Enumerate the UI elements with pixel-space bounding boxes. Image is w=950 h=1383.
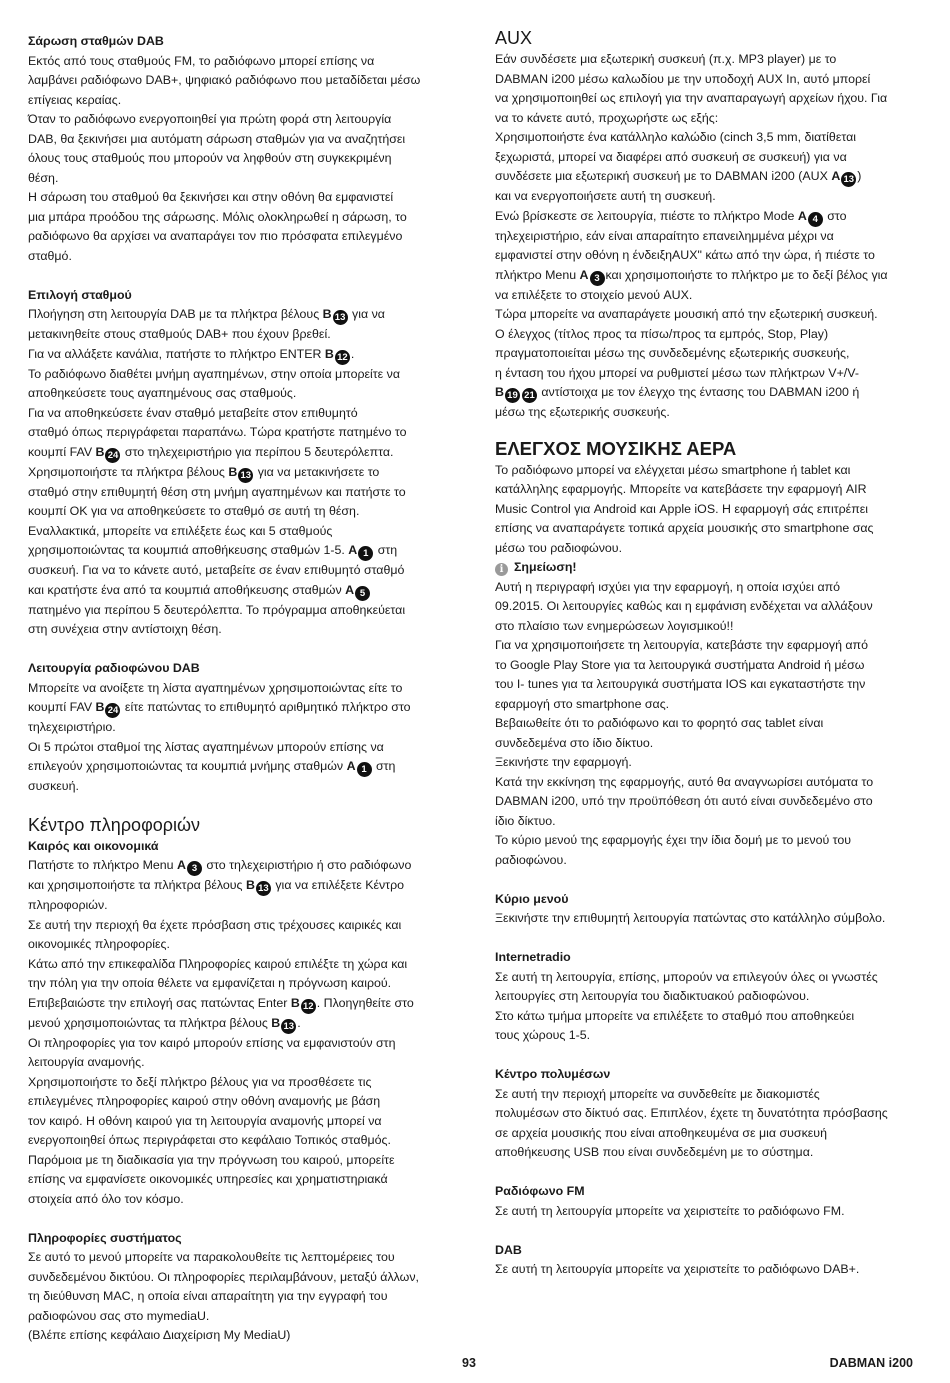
- text-line: ραδιοφώνου.: [495, 852, 567, 867]
- key-badge: 4: [808, 212, 823, 227]
- key-badge: 21: [522, 388, 537, 403]
- text-line: Για να χρησιμοποιήσετε τη λειτουργία, κατεβάστε την εφαρμογή από: [495, 638, 869, 652]
- text-line: Όταν το ραδιόφωνο ενεργοποιηθεί για πρώτη φορά στη λειτουργία: [28, 112, 392, 126]
- text-line: τη διεύθυνση MAC, η οποία είναι απαραίτητη για την εγγραφή του: [28, 1289, 388, 1303]
- key-badge: 1: [358, 546, 373, 561]
- text-line: συσκευή. Για να το κάνετε αυτό, μεταβείτε σε έναν επιθυμητό σταθμό: [28, 563, 405, 577]
- text-line: στοιχεία από όλο τον κόσμο.: [28, 1191, 184, 1206]
- text-line: λειτουργίες στη λειτουργία του διαδικτυακού ραδιοφώνου.: [495, 989, 810, 1003]
- text-line: Το ραδιόφωνο διαθέτει μνήμη αγαπημένων, στην οποία μπορείτε να: [28, 366, 401, 381]
- text-line: θέση.: [28, 170, 59, 185]
- text-line: όλους τους σταθμούς που μπορούν να ληφθούν στη συγκεκριμένη: [28, 151, 392, 165]
- text-line: εμφανιστεί στην οθόνη η ένδειξηAUX" κάτω από την ώρα, ή πιέστε το: [495, 248, 875, 262]
- text-line: να χρησιμοποιηθεί ως επιλογή για την αναπαραγωγή αρχείων ήχου. Για: [495, 91, 888, 105]
- text-line: Σε αυτή τη λειτουργία, επίσης, μπορούν να επιλεγούν όλες οι γνωστές: [495, 969, 878, 984]
- internetradio-title: Internetradio: [495, 950, 571, 964]
- weather-finance-title: Καιρός και οικονομικά: [28, 838, 159, 853]
- text-line: τους χώρους 1-5.: [495, 1028, 591, 1042]
- text-line: και χρησιμοποιήστε τα πλήκτρα βέλους B 13 για να επιλέξετε Κέντρο: [28, 878, 405, 894]
- key-badge: 13: [238, 468, 253, 483]
- text-line: επίσης να αναπαράγετε τοπικά αρχεία μουσικής στο smartphone σας: [495, 521, 874, 535]
- text-line: λειτουργία αναμονής.: [28, 1055, 145, 1069]
- text-line: DABMAN i200, υπό την προϋπόθεση ότι αυτό είναι συνδεδεμένο στο: [495, 794, 873, 808]
- text-line: Ο έλεγχος (τίτλος προς τα πίσω/προς τα εμπρός, Stop, Play): [495, 326, 829, 341]
- text-line: σταθμό στην επιθυμητή θέση στη μνήμη αγαπημένων και πατήστε το: [28, 484, 406, 499]
- text-line: Το κύριο μενού της εφαρμογής έχει την ίδια δομή με το μενού του: [495, 833, 852, 847]
- text-line: συνδέσετε μια εξωτερική συσκευή με το DABMAN i200 (AUX A 13 ): [495, 169, 862, 185]
- text-line: ξεχωριστά, μπορεί να διαφέρει από συσκευή σε συσκευή) για να: [495, 149, 847, 164]
- text-line: εφαρμογή στο smartphone σας.: [495, 696, 670, 711]
- text-line: Βεβαιωθείτε ότι το ραδιόφωνο και το φορητό σας tablet είναι: [495, 716, 824, 730]
- text-line: Το ραδιόφωνο μπορεί να ελέγχεται μέσω smartphone ή tablet και: [495, 462, 851, 477]
- text-line: να επιλέξετε το στοιχείο μενού AUX.: [495, 287, 693, 302]
- text-line: πολυμέσων στο δίκτυό σας. Επιπλέον, έχετε τη δυνατότητα πρόσβασης: [495, 1106, 888, 1120]
- text-line: σταθμό όπως περιγράφεται παραπάνω. Τώρα κρατήστε πατημένο το: [28, 425, 407, 439]
- text-line: Πλοήγηση στη λειτουργία DAB με τα πλήκτρα βέλους B 13 για να: [28, 307, 385, 323]
- text-line: Επιβεβαιώστε την επιλογή σας πατώντας Enter B 12 . Πλοηγηθείτε στο: [28, 995, 414, 1012]
- text-line: Σε αυτό το μενού μπορείτε να παρακολουθείτε τις λεπτομέρειες του: [28, 1250, 395, 1264]
- key-badge: 12: [301, 999, 316, 1014]
- text-line: η ένταση του ήχου μπορεί να ρυθμιστεί μέσω των πλήκτρων V+/V-: [495, 365, 859, 380]
- text-line: μενού χρησιμοποιώντας τα πλήκτρα βέλους B 13 .: [28, 1015, 301, 1032]
- fm-radio-title: Ραδιόφωνο FM: [495, 1184, 585, 1198]
- dab-mode-title: Λειτουργία ραδιοφώνου DAB: [28, 661, 200, 675]
- text-line: Εκτός από τους σταθμούς FM, το ραδιόφωνο μπορεί επίσης να: [28, 53, 375, 68]
- text-line: DAB, θα ξεκινήσει μια αυτόματη σάρωση σταθμών για να αναζητήσει: [28, 131, 406, 146]
- text-line: και κρατήστε ένα από τα κουμπιά αποθήκευσης σταθμών A 5: [28, 581, 440, 601]
- key-badge: 19: [505, 388, 520, 403]
- text-line: Στο κάτω τμήμα μπορείτε να επιλέξετε το σταθμό που αποθηκεύει: [495, 1008, 855, 1023]
- text-line: σταθμό.: [28, 248, 72, 263]
- text-line: πλήκτρο Menu A 3 και χρησιμοποιήστε το πλήκτρο με το δεξί βέλος για: [495, 267, 888, 284]
- text-line: (Βλέπε επίσης κεφάλαιο Διαχείριση My MediaU): [28, 1328, 291, 1342]
- text-line: Παρόμοια με τη διαδικασία για την πρόγνωση του καιρού, μπορείτε: [28, 1152, 395, 1167]
- text-line: Σε αυτή την περιοχή μπορείτε να συνδεθείτε με διακομιστές: [495, 1086, 820, 1101]
- text-line: του I- tunes για τα λειτουργικά συστήματα IOS και εγκαταστήστε την: [495, 677, 866, 691]
- text-line: ενεργοποιηθεί όπως περιγράφεται στο κεφάλαιο Τοπικός σταθμός.: [28, 1133, 391, 1147]
- text-line: συσκευή.: [28, 779, 79, 793]
- scan-text: [28, 52, 440, 267]
- text-line: συνδεδεμένου δικτύου. Οι πληροφορίες περιλαμβάνουν, μεταξύ άλλων,: [28, 1269, 419, 1284]
- key-badge: 13: [256, 881, 271, 896]
- text-line: μέσω του ραδιοφώνου.: [495, 540, 623, 555]
- text-line: DABMAN i200 μέσω καλωδίου με την υποδοχή AUX In, αυτό μπορεί: [495, 71, 871, 86]
- text-line: τον καιρό. Η οθόνη καιρού για τη λειτουργία αναμονής μπορεί να: [28, 1113, 382, 1128]
- text-line: στη συνέχεια στην αντίστοιχη θέση.: [28, 622, 222, 636]
- text-line: Εναλλακτικά, μπορείτε να επιλέξετε έως και 5 σταθμούς: [28, 523, 333, 538]
- key-badge: 3: [187, 861, 202, 876]
- text-line: κουμπί FAV B 24 στο τηλεχειριστήριο για περίπου 5 δευτερόλεπτα.: [28, 444, 394, 461]
- text-line: Εάν συνδέσετε μια εξωτερική συσκευή (π.χ. MP3 player) με το: [495, 52, 837, 66]
- text-line: επιλεγμένες πληροφορίες καιρού στην οθόνη αναμονής με βάση: [28, 1094, 381, 1108]
- text-line: ραδιόφωνο θα αρχίσει να αναπαράγει τον πιο πρόσφατα επιλεγμένο: [28, 229, 403, 243]
- key-badge: 13: [281, 1019, 296, 1034]
- text-line: αποθήκευσης USB που είναι συνδεδεμένη με το σύστημα.: [495, 1145, 814, 1159]
- text-line: Χρησιμοποιήστε το δεξί πλήκτρο βέλους για να προσθέσετε τις: [28, 1074, 372, 1089]
- text-line: Οι πληροφορίες για τον καιρό μπορούν επίσης να εμφανιστούν στη: [28, 1035, 396, 1050]
- text-line: πραγματοποιείται μέσω της συνδεδεμένης εξωτερικής συσκευής,: [495, 346, 850, 360]
- text-line: Πατήστε το πλήκτρο Menu A 3 στο τηλεχειριστήριο ή στο ραδιόφωνο: [28, 858, 412, 874]
- main-menu-title: Κύριο μενού: [495, 891, 569, 906]
- text-line: Κατά την εκκίνηση της εφαρμογής, αυτό θα αναγνωρίσει αυτόματα το: [495, 774, 874, 789]
- text-line: μετακινηθείτε στους σταθμούς DAB+ που έχουν βρεθεί.: [28, 327, 331, 341]
- text-line: τηλεχειριστήριο, εάν είναι απαραίτητο επανειλημμένα μέχρι να: [495, 228, 834, 243]
- text-line: Μπορείτε να ανοίξετε τη λίστα αγαπημένων χρησιμοποιώντας είτε το: [28, 680, 403, 695]
- text-line: Music Control για Android και Apple iOS. Η εφαρμογή σάς επιτρέπει: [495, 501, 869, 516]
- text-line: Ξεκινήστε την επιθυμητή λειτουργία πατώντας στο κατάλληλο σύμβολο.: [495, 911, 886, 925]
- text-line: κουμπί FAV B 24 είτε πατώντας το επιθυμητό αριθμητικό πλήκτρο στο: [28, 700, 411, 716]
- text-line: Τώρα μπορείτε να αναπαράγετε μουσική από την εξωτερική συσκευή.: [495, 307, 878, 321]
- page-number: 93: [462, 1356, 476, 1370]
- key-badge: 24: [105, 448, 120, 463]
- text-line: μέσω της εξωτερικής συσκευής.: [495, 405, 670, 419]
- text-line: σε αρχεία μουσικής που είναι αποθηκευμένα σε μια συσκευή: [495, 1125, 827, 1140]
- key-badge: 12: [335, 350, 350, 365]
- right-column: [495, 26, 907, 1280]
- text-line: B 19 21 αντίστοιχα με τον έλεγχο της έντασης του DABMAN i200 ή: [495, 385, 860, 401]
- air-music-heading: ΕΛΕΓΧΟΣ ΜΟΥΣΙΚΗΣ ΑΕΡΑ: [495, 437, 737, 459]
- text-line: Οι 5 πρώτοι σταθμοί της λίστας αγαπημένων μπορούν επίσης να: [28, 739, 384, 754]
- aux-heading: AUX: [495, 28, 533, 48]
- info-center-heading: Κέντρο πληροφοριών: [28, 814, 201, 835]
- text-line: κατάλληλης εφαρμογής. Μπορείτε να κατεβάσετε την εφαρμογή AIR: [495, 482, 867, 496]
- key-badge: 3: [590, 271, 605, 286]
- text-line: το Google Play Store για τα λειτουργικά συστήματα Android ή μέσω: [495, 657, 865, 672]
- dab-title: DAB: [495, 1242, 522, 1257]
- text-line: Κάτω από την επικεφαλίδα Πληροφορίες καιρού επιλέξτε τη χώρα και: [28, 956, 408, 971]
- text-line: επίσης να εμφανίσετε οικονομικές υπηρεσίες και χρηματιστηριακά: [28, 1172, 388, 1186]
- text-line: συνδεδεμένα στο ίδιο δίκτυο.: [495, 735, 654, 750]
- key-badge: 13: [841, 172, 856, 187]
- text-line: Σε αυτή τη λειτουργία μπορείτε να χειριστείτε το ραδιόφωνο DAB+.: [495, 1262, 860, 1276]
- text-line: Σε αυτή την περιοχή θα έχετε πρόσβαση στις τρέχουσες καιρικές και: [28, 917, 402, 932]
- text-line: χρησιμοποιώντας τα κουμπιά αποθήκευσης σταθμών 1-5. A 1 στη: [28, 543, 398, 559]
- text-line: κουμπί OK για να αποθηκεύσετε το σταθμό σε αυτή τη θέση.: [28, 504, 360, 518]
- text-line: Η σάρωση του σταθμού θα ξεκινήσει και στην οθόνη θα εμφανιστεί: [28, 190, 394, 204]
- text-line: επίγειας κεραίας.: [28, 92, 122, 107]
- system-info-title: Πληροφορίες συστήματος: [28, 1230, 182, 1245]
- text-line: μια μπάρα προόδου της σάρωσης. Μόλις ολοκληρωθεί η σάρωση, το: [28, 209, 407, 224]
- scan-title: Σάρωση σταθμών DAB: [28, 34, 164, 48]
- text-line: Χρησιμοποιήστε τα πλήκτρα βέλους B 13 για να μετακινήσετε το: [28, 464, 380, 481]
- text-line: να το κάνετε αυτό, προχωρήστε ως εξής:: [495, 110, 719, 125]
- text-line: Ξεκινήστε την εφαρμογή.: [495, 755, 632, 769]
- media-center-title: Κέντρο πολυμέσων: [495, 1067, 611, 1081]
- select-station-title: Επιλογή σταθμού: [28, 287, 132, 302]
- text-line: Αυτή η περιγραφή ισχύει για την εφαρμογή, η οποία ισχύει από: [495, 579, 841, 594]
- text-line: οικονομικές πληροφορίες.: [28, 937, 170, 951]
- text-line: ίδιο δίκτυο.: [495, 813, 556, 828]
- key-badge: 5: [355, 586, 370, 601]
- text-line: στο πλαίσιο των ενημερώσεων λογισμικού!!: [495, 618, 734, 633]
- product-name: DABMAN i200: [829, 1356, 913, 1370]
- info-icon: i: [495, 563, 508, 576]
- left-column: [28, 32, 440, 1346]
- text-line: πληροφοριών.: [28, 898, 108, 912]
- text-line: Για να αλλάξετε κανάλια, πατήστε το πλήκτρο ENTER B 12 .: [28, 346, 355, 363]
- text-line: τηλεχειριστήριο.: [28, 720, 116, 734]
- note-label: i Σημείωση!: [495, 558, 907, 578]
- text-line: ραδιοφώνου σας στο mymediaU.: [28, 1308, 210, 1323]
- text-line: πατημένο για περίπου 5 δευτερόλεπτα. Το πρόγραμμα αποθηκεύεται: [28, 602, 406, 617]
- text-line: επιλεγούν χρησιμοποιώντας τα κουμπιά μνήμης σταθμών A 1 στη: [28, 759, 396, 775]
- text-line: Χρησιμοποιήστε ένα κατάλληλο καλώδιο (cinch 3,5 mm, διατίθεται: [495, 130, 856, 144]
- text-line: Ενώ βρίσκεστε σε λειτουργία, πιέστε το πλήκτρο Mode A 4 στο: [495, 208, 847, 225]
- text-line: Σε αυτή τη λειτουργία μπορείτε να χειριστείτε το ραδιόφωνο FM.: [495, 1203, 845, 1218]
- key-badge: 24: [105, 703, 120, 718]
- text-line: αποθηκεύσετε τους αγαπημένους σας σταθμούς.: [28, 386, 297, 400]
- text-line: Για να αποθηκεύσετε έναν σταθμό μεταβείτε στον επιθυμητό: [28, 405, 358, 420]
- text-line: και να ενεργοποιήσετε αυτή τη συσκευή.: [495, 189, 716, 203]
- text-line: την πόλη για την οποία θέλετε να εμφανίζεται η πρόγνωση καιρού.: [28, 976, 392, 990]
- key-badge: 1: [357, 762, 372, 777]
- text-line: λαμβάνει ραδιόφωνο DAB+, ψηφιακό ραδιόφωνο που μεταδίδεται μέσω: [28, 73, 421, 87]
- key-badge: 13: [333, 310, 348, 325]
- text-line: 09.2015. Οι λειτουργίες καθώς και η εμφάνιση ενδέχεται να αλλάξουν: [495, 599, 873, 613]
